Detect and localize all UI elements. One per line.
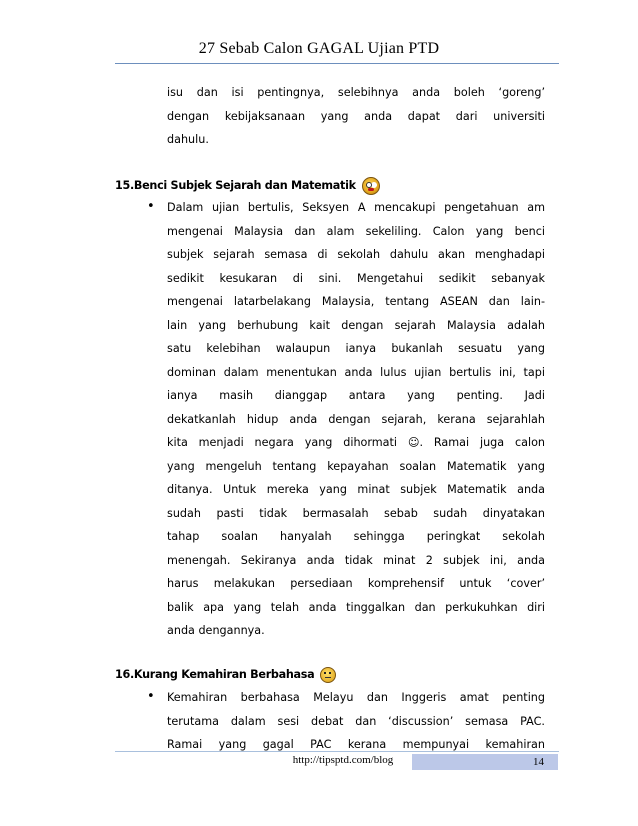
page-number: 14 — [533, 756, 544, 768]
footer-divider — [115, 751, 559, 752]
section-16-heading-text: 16.Kurang Kemahiran Berbahasa — [115, 668, 315, 681]
text-line: mengenai Malaysia dan alam sekeliling. Calon yang benci — [167, 224, 545, 238]
text-line: ianya masih dianggap antara yang penting. Jadi — [167, 389, 545, 402]
text-line: lain yang berhubung kait dengan sejarah Malaysia adalah — [167, 318, 545, 332]
text-line: balik apa yang telah anda tinggalkan dan perkukuhkan diri — [167, 600, 545, 614]
worried-face-icon — [320, 667, 336, 683]
header-divider — [115, 63, 559, 64]
page-header-title: 27 Sebab Calon GAGAL Ujian PTD — [198, 40, 440, 57]
bullet-icon: • — [147, 689, 155, 704]
text-line: anda dengannya. — [167, 624, 265, 637]
text-line: Dalam ujian bertulis, Seksyen A mencakupi pengetahuan am — [167, 201, 545, 214]
text-line: kita menjadi negara yang dihormati ☺. Ramai juga calon — [167, 436, 545, 449]
text-line: dahulu. — [167, 133, 209, 146]
text-line: dominan dalam menentukan anda lulus ujian bertulis ini, tapi — [167, 365, 545, 379]
intro-paragraph — [167, 81, 545, 152]
text-line: isu dan isi pentingnya, selebihnya anda boleh ‘goreng’ — [167, 86, 545, 99]
text-line: dekatkanlah hidup anda dengan sejarah, kerana sejarahlah — [167, 412, 545, 426]
text-line: tahap soalan hanyalah sehingga peringkat sekolah — [167, 530, 545, 543]
footer-url: http://tipsptd.com/blog — [292, 754, 394, 766]
text-line: sedikit kesukaran di sini. Mengetahui sedikit sebanyak — [167, 271, 545, 285]
section-16-paragraph — [167, 686, 545, 757]
text-line: yang mengeluh tentang kepayahan soalan Matematik yang — [167, 459, 545, 473]
text-line: mengenai latarbelakang Malaysia, tentang ASEAN dan lain- — [167, 295, 545, 308]
shocked-face-icon — [362, 177, 380, 195]
bullet-icon: • — [147, 199, 155, 214]
section-15-heading — [115, 177, 380, 195]
text-line: satu kelebihan walaupun ianya bukanlah sesuatu yang — [167, 342, 545, 355]
text-line: harus melakukan persediaan komprehensif untuk ‘cover’ — [167, 577, 545, 590]
section-15-paragraph — [167, 196, 545, 643]
text-line: Kemahiran berbahasa Melayu dan Inggeris amat penting — [167, 691, 545, 704]
text-line: sudah pasti tidak bermasalah sebab sudah dinyatakan — [167, 506, 545, 520]
text-line: dengan kebijaksanaan yang anda dapat dari universiti — [167, 109, 545, 123]
section-16-heading — [115, 667, 336, 683]
text-line: ditanya. Untuk mereka yang minat subjek Matematik anda — [167, 483, 545, 496]
text-line: subjek sejarah semasa di sekolah dahulu akan menghadapi — [167, 248, 545, 261]
text-line: menengah. Sekiranya anda tidak minat 2 subjek ini, anda — [167, 553, 545, 567]
text-line: Ramai yang gagal PAC kerana mempunyai kemahiran — [167, 738, 545, 751]
section-15-heading-text: 15.Benci Subjek Sejarah dan Matematik — [115, 179, 356, 192]
text-line: terutama dalam sesi debat dan ‘discussion’ semasa PAC. — [167, 714, 545, 728]
